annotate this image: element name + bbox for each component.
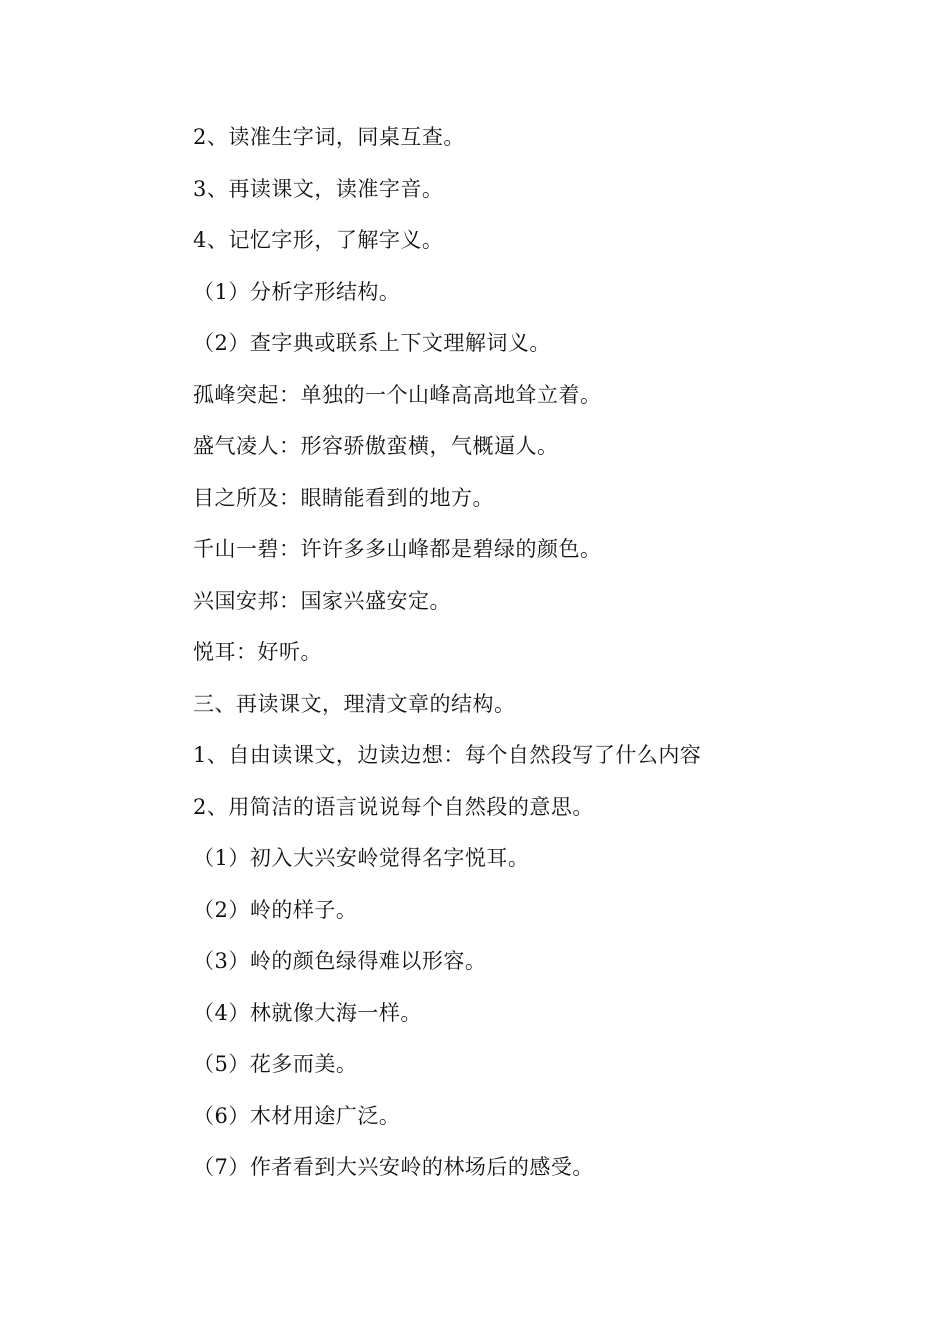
text-line: 目之所及：眼睛能看到的地方。 bbox=[193, 485, 494, 510]
text-line: （2）岭的样子。 bbox=[193, 897, 358, 922]
text-line: 2、用简洁的语言说说每个自然段的意思。 bbox=[193, 794, 594, 819]
text-line: 2、读准生字词，同桌互查。 bbox=[193, 125, 465, 149]
text-line: （1）分析字形结构。 bbox=[193, 279, 401, 304]
text-line: 千山一碧：许许多多山峰都是碧绿的颜色。 bbox=[193, 537, 602, 561]
text-line: 孤峰突起：单独的一个山峰高高地耸立着。 bbox=[193, 382, 602, 407]
text-line: 兴国安邦：国家兴盛安定。 bbox=[193, 588, 451, 613]
text-line: （3）岭的颜色绿得难以形容。 bbox=[193, 949, 487, 973]
text-line: 3、再读课文，读准字音。 bbox=[193, 176, 444, 201]
text-line: （4）林就像大海一样。 bbox=[193, 1000, 422, 1025]
section-heading: 三、再读课文，理清文章的结构。 bbox=[193, 691, 516, 716]
text-line: （2）查字典或联系上下文理解词义。 bbox=[193, 331, 551, 355]
text-line: 盛气凌人：形容骄傲蛮横，气概逼人。 bbox=[193, 434, 559, 458]
text-line: （5）花多而美。 bbox=[193, 1052, 358, 1076]
text-line: （7）作者看到大兴安岭的林场后的感受。 bbox=[193, 1155, 594, 1179]
text-line: 悦耳：好听。 bbox=[193, 640, 322, 664]
text-line: 4、记忆字形，了解字义。 bbox=[193, 228, 444, 252]
text-line: （1）初入大兴安岭觉得名字悦耳。 bbox=[193, 846, 530, 870]
text-line: 1、自由读课文，边读边想：每个自然段写了什么内容 bbox=[193, 743, 702, 767]
document-body bbox=[193, 120, 813, 1202]
text-line: （6）木材用途广泛。 bbox=[193, 1103, 401, 1128]
